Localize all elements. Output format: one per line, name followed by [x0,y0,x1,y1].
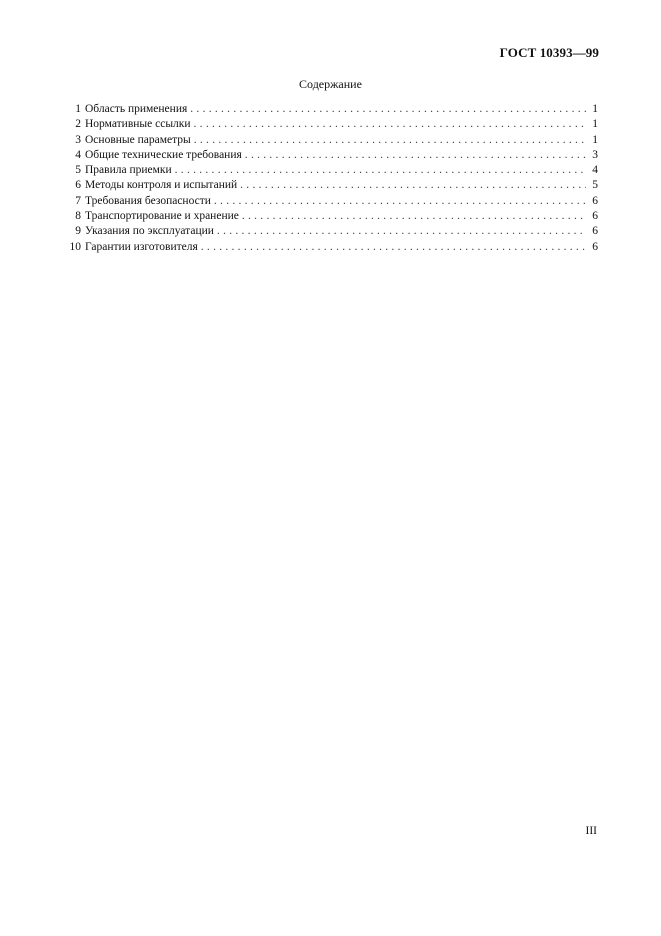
toc-leader-dots [194,117,586,132]
table-of-contents [63,102,598,255]
toc-entry-page: 6 [592,225,598,238]
toc-entry-page: 4 [592,164,598,177]
toc-entry-6[interactable] [63,178,598,193]
document-code: ГОСТ 10393—99 [499,45,599,60]
toc-leader-dots [245,148,586,163]
toc-entry-number: 4 [75,148,81,161]
toc-entry-number: 10 [69,240,81,253]
toc-entry-title: Правила приемки [85,164,172,177]
toc-entry-2[interactable] [63,117,598,132]
toc-entry-title: Транспортирование и хранение [85,210,239,223]
toc-entry-title: Область применения [85,103,188,115]
toc-entry-9[interactable] [63,224,598,239]
toc-entry-page: 1 [592,118,598,131]
toc-leader-dots [201,240,586,255]
toc-entry-title: Нормативные ссылки [85,118,191,131]
toc-entry-number: 6 [75,179,81,192]
toc-entry-title: Гарантии изготовителя [85,240,198,253]
toc-entry-number: 5 [75,164,81,177]
toc-leader-dots [214,194,586,209]
toc-leader-dots [217,224,586,239]
toc-entry-7[interactable] [63,194,598,209]
toc-entry-number: 9 [75,225,81,238]
toc-entry-1[interactable] [63,102,598,117]
toc-entry-title: Основные параметры [85,133,191,146]
toc-entry-page: 6 [592,210,598,223]
toc-entry-number: 8 [75,210,81,223]
toc-entry-number: 3 [75,133,81,146]
toc-entry-page: 1 [592,133,598,146]
page-number: III [585,825,597,837]
toc-entry-page: 5 [592,179,598,192]
toc-entry-number: 7 [75,194,81,207]
toc-entry-title: Требования безопасности [85,194,211,207]
toc-entry-number: 2 [75,118,81,131]
toc-entry-title: Указания по эксплуатации [85,225,214,238]
toc-entry-3[interactable] [63,133,598,148]
toc-entry-title: Методы контроля и испытаний [85,179,238,192]
toc-entry-title: Общие технические требования [85,148,242,161]
toc-entry-4[interactable] [63,148,598,163]
toc-heading: Содержание [299,77,362,91]
toc-entry-page: 1 [592,103,598,115]
toc-entry-8[interactable] [63,209,598,224]
toc-leader-dots [190,102,586,117]
toc-entry-page: 3 [592,148,598,161]
toc-entry-page: 6 [592,194,598,207]
toc-entry-5[interactable] [63,163,598,178]
toc-leader-dots [175,163,586,178]
toc-leader-dots [242,209,586,224]
toc-leader-dots [240,178,586,193]
toc-entry-page: 6 [592,240,598,253]
toc-entry-number: 1 [75,103,81,115]
toc-leader-dots [194,133,586,148]
toc-entry-10[interactable] [63,240,598,255]
